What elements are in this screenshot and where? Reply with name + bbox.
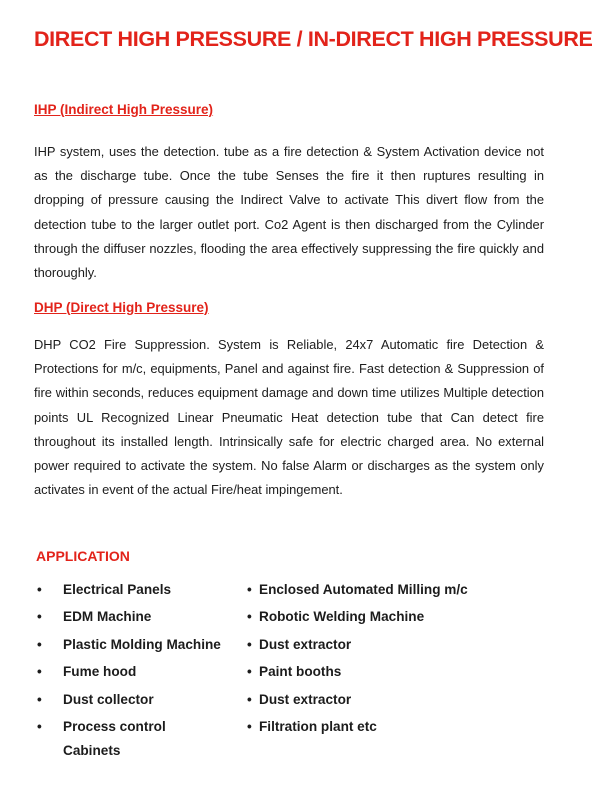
bullet-icon: • <box>247 664 252 680</box>
list-item <box>247 715 577 739</box>
bullet-icon: • <box>247 718 252 734</box>
list-item-label: EDM Machine <box>63 609 152 625</box>
list-item-label: Plastic Molding Machine <box>63 636 221 652</box>
bullet-icon: • <box>247 636 252 652</box>
bullet-icon: • <box>247 609 252 625</box>
bullet-icon: • <box>37 582 42 597</box>
application-list-right <box>247 578 577 742</box>
dhp-heading: DHP (Direct High Pressure) <box>34 300 209 315</box>
list-item-label: Paint booths <box>259 664 342 680</box>
list-item <box>37 633 247 657</box>
page-title: DIRECT HIGH PRESSURE / IN-DIRECT HIGH PRESSURE <box>34 27 593 51</box>
list-item-label: Robotic Welding Machine <box>259 609 425 625</box>
list-item-label: Dust extractor <box>259 691 352 707</box>
list-item <box>37 688 247 712</box>
list-item-label: Filtration plant etc <box>259 718 377 734</box>
bullet-icon: • <box>37 636 42 652</box>
list-item <box>247 688 577 712</box>
list-item <box>37 578 247 602</box>
list-item-label: Dust extractor <box>259 636 352 652</box>
list-item <box>37 605 247 629</box>
ihp-heading: IHP (Indirect High Pressure) <box>34 102 214 117</box>
list-item <box>247 605 577 629</box>
list-item <box>37 715 213 763</box>
bullet-icon: • <box>247 691 252 707</box>
list-item-label: Fume hood <box>63 664 137 680</box>
list-item <box>247 633 577 657</box>
ihp-paragraph: IHP system, uses the detection. tube as a fire detection & System Activation device not as the discharge tube. Once the tube Senses the fire it then ruptures resulting in dropping of pressure causing the Indirect Valve to activate This divert flow from the detection tube to the larger outlet port. Co2 Agent is then discharged from the Cylinder through the diffuser nozzles, flooding the area effectively suppressing the fire quickly and thoroughly. <box>34 144 544 281</box>
list-item-label: Dust collector <box>63 691 154 707</box>
bullet-icon: • <box>37 664 42 680</box>
bullet-icon: • <box>37 609 42 625</box>
application-list-left <box>37 578 247 766</box>
list-item-label: Electrical Panels <box>63 582 172 597</box>
list-item <box>247 578 577 602</box>
list-item <box>37 660 247 684</box>
dhp-paragraph: DHP CO2 Fire Suppression. System is Reliable, 24x7 Automatic fire Detection & Protections for m/c, equipments, Panel and against fire. Fast detection & Suppression of fire within seconds, reduces equipment damage and down time utilizes Multiple detection points UL Recognized Linear Pneumatic Heat detection tube that Can detect fire throughout its installed length. Intrinsically safe for electric charged area. No external power required to activate the system. No false Alarm or discharges as the system only activates in event of the actual Fire/heat impingement. <box>34 337 544 498</box>
bullet-icon: • <box>247 582 252 597</box>
bullet-icon: • <box>37 691 42 707</box>
list-item <box>247 660 577 684</box>
application-heading: APPLICATION <box>36 548 130 564</box>
bullet-icon: • <box>37 718 42 734</box>
list-item-label: Enclosed Automated Milling m/c <box>259 582 468 597</box>
list-item-label: Process control Cabinets <box>63 718 166 758</box>
